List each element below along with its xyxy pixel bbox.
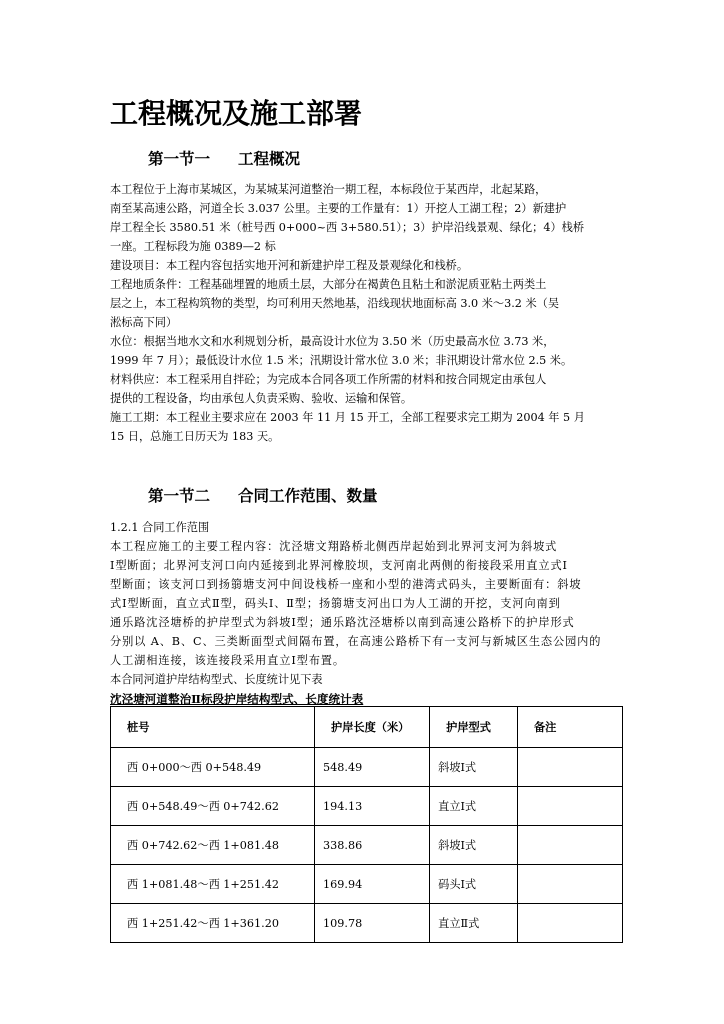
cell-length: 338.86 [315,826,430,865]
table-row [111,865,623,904]
cell-length: 194.13 [315,787,430,826]
table-caption: 沈泾塘河道整治Ⅱ标段护岸结构型式、长度统计表 [110,692,364,706]
body-line: 1999 年 7 月）；最低设计水位 1.5 米；汛期设计常水位 3.0 米；非汛期设计常水位 2.5 米。 [110,354,573,367]
section-2-body [110,518,620,689]
cell-type: 直立Ⅱ式 [430,904,518,943]
section-1-body [110,180,620,446]
cell-remarks [517,865,622,904]
table-row [111,748,623,787]
cell-station: 西 0+548.49～西 0+742.62 [111,787,315,826]
body-line: 通乐路沈泾塘桥的护岸型式为斜坡Ⅰ型；通乐路沈泾塘桥以南到高速公路桥下的护岸形式 [110,616,575,629]
table-row [111,904,623,943]
cell-remarks [517,826,622,865]
cell-remarks [517,904,622,943]
body-line: 施工工期：本工程业主要求应在 2003 年 11 月 15 开工，全部工程要求完工期为 2004 年 5 月 [110,411,585,424]
body-line: 本工程应施工的主要工程内容：沈泾塘文翔路桥北侧西岸起始到北界河支河为斜坡式 [110,540,558,553]
body-line: 型断面；该支河口到扬篛塘支河中间设栈桥一座和小型的港湾式码头，主要断面有：斜坡 [110,578,582,591]
body-line: 一座。工程标段为施 0389—2 标 [110,240,276,253]
body-line: 层之上，本工程构筑物的类型，均可利用天然地基，沿线现状地面标高 3.0 米～3.2 米（吴 [110,297,560,310]
subsection-heading: 1.2.1 合同工作范围 [110,521,210,534]
body-line: 本合同河道护岸结构型式、长度统计见下表 [110,673,323,686]
header-station: 桩号 [111,707,315,748]
body-line: 材料供应：本工程采用自拌砼；为完成本合同各项工作所需的材料和按合同规定由承包人 [110,373,547,386]
section-1-title: 工程概况 [238,149,301,168]
cell-station: 西 0+742.62～西 1+081.48 [111,826,315,865]
cell-type: 斜坡Ⅰ式 [430,826,518,865]
cell-station: 西 0+000～西 0+548.49 [111,748,315,787]
page-title: 工程概况及施工部署 [110,97,363,130]
cell-station: 西 1+251.42～西 1+361.20 [111,904,315,943]
cell-type: 码头Ⅰ式 [430,865,518,904]
cell-type: 斜坡Ⅰ式 [430,748,518,787]
cell-remarks [517,748,622,787]
body-line: 工程地质条件：工程基础埋置的地质土层，大部分在褐黄色且粘土和淤泥质亚粘土两类土 [110,278,547,291]
body-line: 水位：根据当地水文和水利规划分析，最高设计水位为 3.50 米（历史最高水位 3.73 米， [110,335,555,348]
header-remarks: 备注 [517,707,622,748]
body-line: 15 日，总施工日历天为 183 天。 [110,430,280,443]
cell-length: 548.49 [315,748,430,787]
section-2-number: 第一节二 [148,486,211,505]
header-type: 护岸型式 [430,707,518,748]
cell-length: 109.78 [315,904,430,943]
section-1-heading [148,147,300,169]
section-1-number: 第一节一 [148,149,211,168]
table-row [111,826,623,865]
table-header-row [111,707,623,748]
body-line: 建设项目：本工程内容包括实地开河和新建护岸工程及景观绿化和栈桥。 [110,259,469,272]
header-length: 护岸长度（米） [315,707,430,748]
body-line: 分别以 A、B、C、三类断面型式间隔布置，在高速公路桥下有一支河与新城区生态公园内的 [110,635,602,648]
body-line: 淞标高下同） [110,316,178,329]
cell-length: 169.94 [315,865,430,904]
body-line: 提供的工程设备，均由承包人负责采购、验收、运输和保管。 [110,392,413,405]
cell-type: 直立Ⅰ式 [430,787,518,826]
body-line: Ⅰ型断面；北界河支河口向内延接到北界河橡胶坝，支河南北两侧的衔接段采用直立式Ⅰ [110,559,568,572]
cell-remarks [517,787,622,826]
body-line: 式Ⅰ型断面，直立式Ⅱ型，码头Ⅰ、Ⅱ型；扬篛塘支河出口为人工湖的开挖，支河向南到 [110,597,561,610]
body-line: 岸工程全长 3580.51 米（桩号西 0+000~西 3+580.51）；3）护岸沿线景观、绿化；4）栈桥 [110,221,585,234]
table-row [111,787,623,826]
body-line: 人工湖相连接，该连接段采用直立Ⅰ型布置。 [110,654,345,667]
body-line: 本工程位于上海市某城区，为某城某河道整治一期工程，本标段位于某西岸，北起某路， [110,183,547,196]
section-2-title: 合同工作范围、数量 [238,486,378,505]
revetment-stats-table [110,706,623,943]
section-2-heading [148,484,378,506]
body-line: 南至某高速公路，河道全长 3.037 公里。主要的工作量有：1）开挖人工湖工程；2）新建护 [110,202,567,215]
cell-station: 西 1+081.48～西 1+251.42 [111,865,315,904]
